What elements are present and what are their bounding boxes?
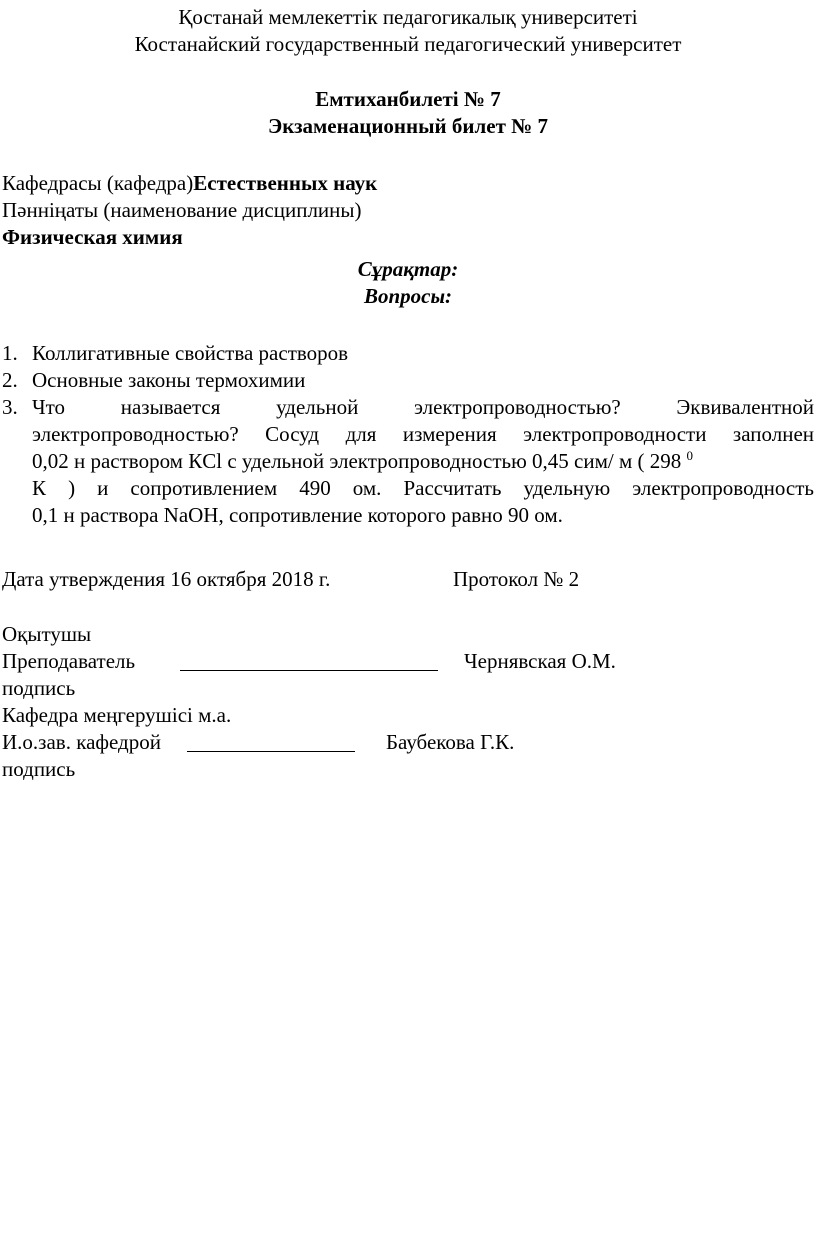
question-line: 0,1 н раствора NaOH, сопротивление которого равно 90 ом. (32, 503, 563, 527)
question-line: электропроводностью? Сосуд для измерения электропроводности заполнен (32, 422, 814, 446)
question-item (2, 367, 814, 394)
discipline-label: Пәнніңаты (наименование дисциплины) (2, 198, 362, 222)
ticket-title-ru: Экзаменационный билет № 7 (268, 114, 548, 138)
protocol-number: Протокол № 2 (453, 567, 580, 591)
questions-heading-kz: Сұрақтар: (357, 257, 459, 281)
department-row (2, 170, 814, 197)
degree-superscript: 0 (686, 448, 693, 463)
signatures-block (2, 621, 814, 783)
questions-heading (0, 256, 816, 310)
questions-heading-ru: Вопросы: (363, 284, 453, 308)
teacher-name: Чернявская О.М. (464, 649, 616, 673)
question-item (2, 394, 814, 529)
ticket-title-kz: Емтиханбилеті № 7 (315, 87, 501, 111)
question-line (32, 448, 814, 475)
question-text: Основные законы термохимии (32, 368, 306, 392)
head-row (2, 729, 814, 756)
head-ru-label: И.о.зав. кафедрой (2, 730, 161, 754)
department-label: Кафедрасы (кафедра) (2, 171, 194, 195)
teacher-kz-label: Оқытушы (2, 622, 92, 646)
university-name-kz: Қостанай мемлекеттік педагогикалық университеті (178, 5, 638, 29)
university-name-ru: Костанайский государственный педагогический университет (134, 32, 682, 56)
questions-list (2, 340, 814, 529)
teacher-signature-line (180, 648, 438, 671)
question-line-text: 0,02 н раствором КCl с удельной электропроводностью 0,45 сим/ м ( 298 (32, 449, 682, 473)
head-name: Баубекова Г.К. (386, 730, 515, 754)
question-text: Коллигативные свойства растворов (32, 341, 349, 365)
head-kz-label: Кафедра меңгерушісі м.а. (2, 703, 232, 727)
question-item (2, 340, 814, 367)
question-line: Что называется удельной электропроводностью? Эквивалентной (32, 395, 814, 419)
question-number: 3. (2, 395, 18, 419)
approval-row (2, 566, 814, 593)
question-number: 2. (2, 368, 18, 392)
question-line: К ) и сопротивлением 490 ом. Рассчитать удельную электропроводность (32, 476, 814, 500)
department-block (2, 170, 814, 251)
question-number: 1. (2, 341, 18, 365)
department-value: Естественных наук (193, 171, 378, 195)
ticket-title (0, 86, 816, 140)
question-text-multiline (32, 394, 814, 529)
signature-label: подпись (2, 676, 76, 700)
discipline-value: Физическая химия (2, 225, 183, 249)
teacher-ru-label: Преподаватель (2, 649, 136, 673)
university-header (0, 4, 816, 58)
teacher-row (2, 648, 814, 675)
approval-date: Дата утверждения 16 октября 2018 г. (2, 567, 331, 591)
signature-label: подпись (2, 757, 76, 781)
head-signature-line (187, 729, 355, 752)
